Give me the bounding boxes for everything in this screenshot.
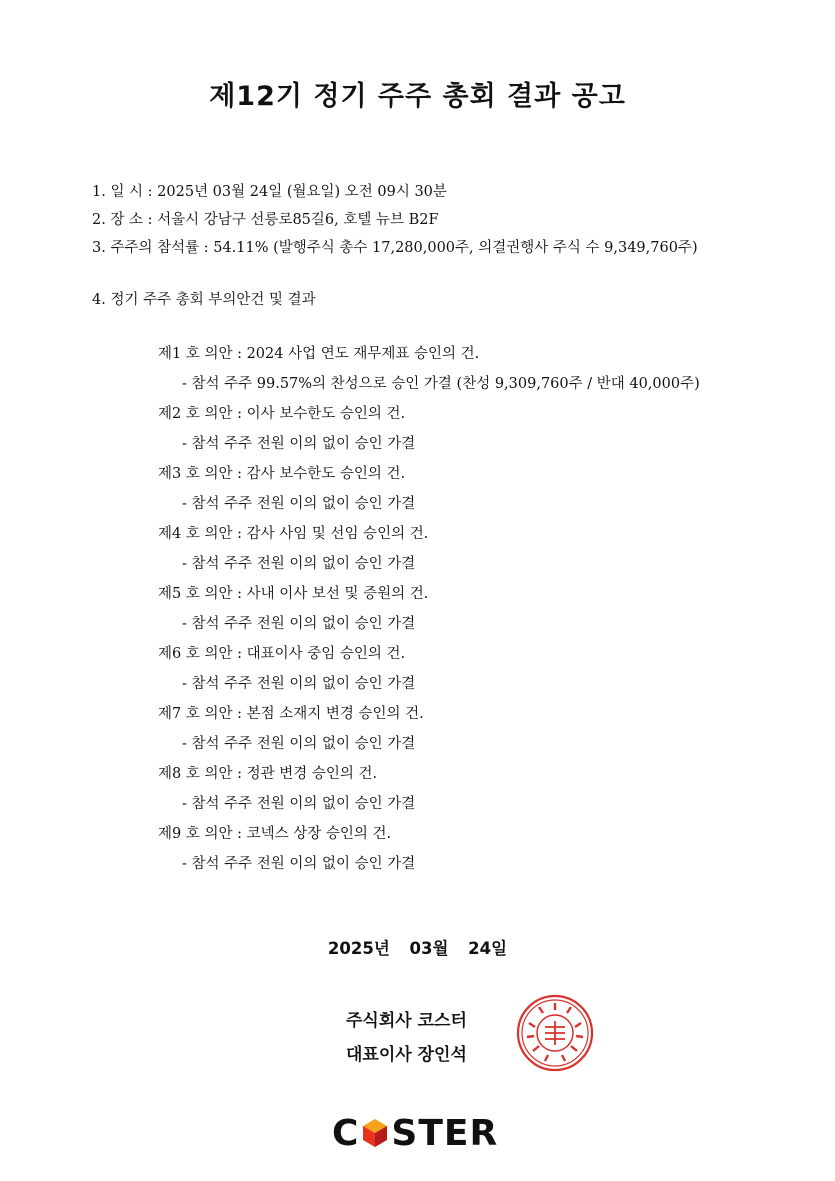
agenda-item	[158, 402, 798, 462]
info-location: 2. 장 소 : 서울시 강남구 선릉로85길6, 호텔 뉴브 B2F	[92, 212, 439, 228]
agenda-item	[158, 582, 798, 642]
agenda-item	[158, 342, 798, 402]
info-attendance: 3. 주주의 참석률 : 54.11% (발행주식 총수 17,280,000주, 의결권행사 주식 수 9,349,760주)	[92, 240, 698, 256]
agenda-item-title: 제5 호 의안 : 사내 이사 보선 및 증원의 건.	[158, 586, 429, 602]
agenda-item-result: - 참석 주주 전원 이의 없이 승인 가결	[182, 436, 416, 452]
agenda-item-title: 제9 호 의안 : 코넥스 상장 승인의 건.	[158, 826, 392, 842]
agenda-item-title: 제3 호 의안 : 감사 보수한도 승인의 건.	[158, 466, 406, 482]
agenda-item-result: - 참석 주주 전원 이의 없이 승인 가결	[182, 676, 416, 692]
agenda-item-result: - 참석 주주 전원 이의 없이 승인 가결	[182, 496, 416, 512]
agenda-item-result: - 참석 주주 전원 이의 없이 승인 가결	[182, 796, 416, 812]
notice-title: 제12기 정기 주주 총회 결과 공고	[209, 81, 626, 112]
agenda-item	[158, 462, 798, 522]
agenda-item-result: - 참석 주주 전원 이의 없이 승인 가결	[182, 616, 416, 632]
notice-date: 2025년 03월 24일	[327, 939, 508, 958]
coster-logo	[332, 1113, 512, 1153]
agenda-item-title: 제4 호 의안 : 감사 사임 및 선임 승인의 건.	[158, 526, 429, 542]
agenda-item	[158, 822, 798, 882]
agenda-item-result: - 참석 주주 99.57%의 찬성으로 승인 가결 (찬성 9,309,760주 / 반대 40,000주)	[182, 376, 700, 392]
info-datetime: 1. 일 시 : 2025년 03월 24일 (월요일) 오전 09시 30분	[92, 184, 447, 200]
agenda-list	[158, 342, 798, 882]
agenda-item-title: 제7 호 의안 : 본점 소재지 변경 승인의 건.	[158, 706, 424, 722]
agenda-item	[158, 642, 798, 702]
agenda-item-title: 제6 호 의안 : 대표이사 중임 승인의 건.	[158, 646, 406, 662]
agenda-item-result: - 참석 주주 전원 이의 없이 승인 가결	[182, 856, 416, 872]
agenda-item-title: 제8 호 의안 : 정관 변경 승인의 건.	[158, 766, 378, 782]
agenda-item	[158, 702, 798, 762]
cube-logo-icon	[361, 1117, 389, 1149]
company-name: 주식회사 코스터	[346, 1011, 467, 1031]
company-seal-icon	[515, 993, 595, 1073]
agenda-item-title: 제1 호 의안 : 2024 사업 연도 재무제표 승인의 건.	[158, 346, 480, 362]
agenda-item	[158, 522, 798, 582]
logo-letters-ster: STER	[391, 1112, 499, 1154]
agenda-item-title: 제2 호 의안 : 이사 보수한도 승인의 건.	[158, 406, 406, 422]
representative-name: 대표이사 장인석	[346, 1045, 467, 1065]
agenda-heading: 4. 정기 주주 총회 부의안건 및 결과	[92, 292, 316, 308]
agenda-item-result: - 참석 주주 전원 이의 없이 승인 가결	[182, 556, 416, 572]
agenda-item-result: - 참석 주주 전원 이의 없이 승인 가결	[182, 736, 416, 752]
agenda-item	[158, 762, 798, 822]
logo-letter-c: C	[332, 1112, 360, 1154]
